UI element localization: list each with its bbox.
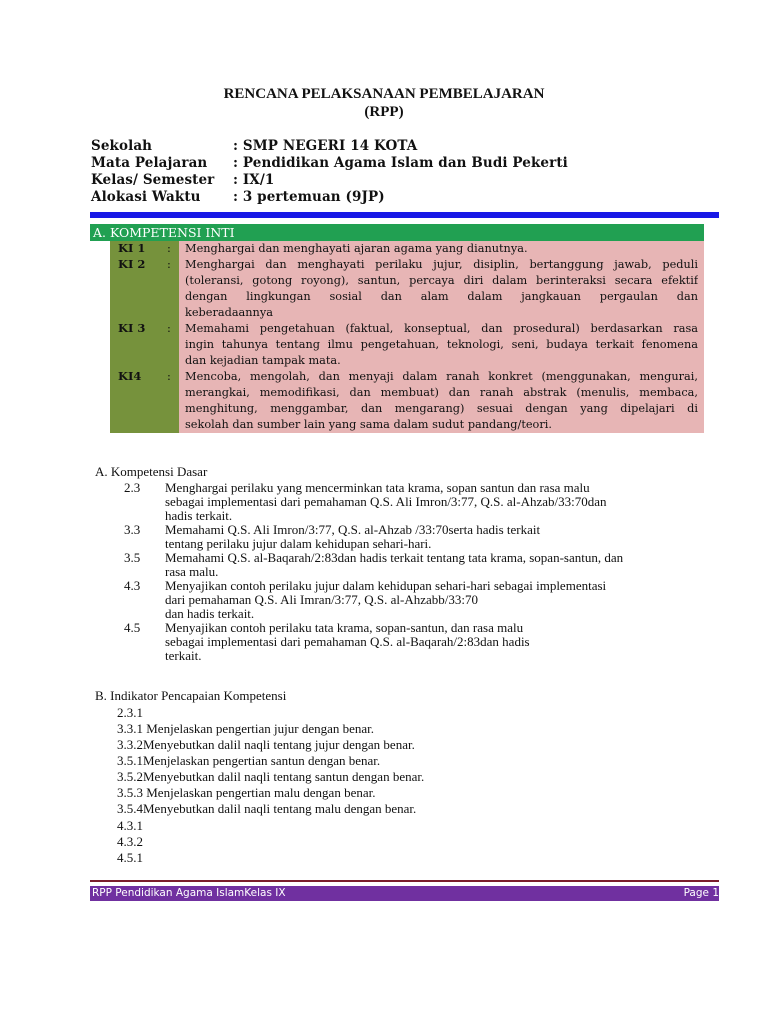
- kd-text-line: sebagai implementasi dari pemahaman Q.S. al-Baqarah/2:83dan hadis: [165, 634, 530, 649]
- page-footer: [90, 886, 719, 901]
- kd-text-line: dan hadis terkait.: [165, 606, 255, 621]
- kd-text-line: dari pemahaman Q.S. Ali Imran/3:77, Q.S. al-Ahzabb/33:70: [165, 592, 479, 607]
- info-label-mapel: Mata Pelajaran: [91, 155, 208, 171]
- ki-text-line: (toleransi, gotong royong), santun, percaya diri dalam berinteraksi secara efektif: [185, 274, 698, 287]
- blue-divider: [90, 212, 719, 218]
- indikator-header: B. Indikator Pencapaian Kompetensi: [95, 688, 287, 703]
- indikator-item: 3.5.4Menyebutkan dalil naqli tentang malu dengan benar.: [117, 801, 417, 816]
- ki-label: KI 2: [118, 257, 146, 271]
- indikator-item: 4.3.1: [117, 818, 143, 833]
- info-value-mapel: : Pendidikan Agama Islam dan Budi Pekerti: [233, 155, 568, 171]
- ki-text-line: Menghargai dan menghayati ajaran agama yang dianutnya.: [185, 242, 528, 255]
- footer-title: RPP Pendidikan Agama IslamKelas IX: [92, 887, 286, 899]
- page-number: Page 1: [683, 887, 719, 899]
- kd-text-line: Memahami Q.S. Ali Imron/3:77, Q.S. al-Ahzab /33:70serta hadis terkait: [165, 522, 541, 537]
- ki-text-line: sekolah dan sumber lain yang sama dalam sudut pandang/teori.: [185, 418, 552, 431]
- kd-number: 2.3: [124, 480, 141, 495]
- ki-colon: :: [167, 257, 171, 271]
- kd-text-line: Menghargai perilaku yang mencerminkan tata krama, sopan santun dan rasa malu: [165, 480, 590, 495]
- ki-colon: :: [167, 321, 171, 335]
- doc-title: RENCANA PELAKSANAAN PEMBELAJARAN: [223, 86, 545, 102]
- kd-text-line: Memahami Q.S. al-Baqarah/2:83dan hadis terkait tentang tata krama, sopan-santun, dan: [165, 550, 624, 565]
- ki-text-line: dan kejadian tampak mata.: [185, 354, 341, 367]
- kd-number: 3.5: [124, 550, 141, 565]
- footer-divider: [90, 880, 719, 882]
- ki-label: KI4: [118, 369, 142, 383]
- indikator-item: 3.5.2Menyebutkan dalil naqli tentang santun dengan benar.: [117, 769, 425, 784]
- doc-subtitle: (RPP): [364, 104, 404, 120]
- kd-text-line: sebagai implementasi dari pemahaman Q.S. Ali Imron/3:77, Q.S. al-Ahzab/33:70dan: [165, 494, 607, 509]
- ki-section-header: [90, 224, 704, 241]
- kd-number: 4.5: [124, 620, 141, 635]
- ki-colon: :: [167, 241, 171, 255]
- ki-text-line: Memahami pengetahuan (faktual, konseptual, dan prosedural) berdasarkan rasa: [185, 322, 698, 335]
- kd-header: A. Kompetensi Dasar: [95, 464, 208, 479]
- ki-label: KI 3: [118, 321, 146, 335]
- kd-text-line: hadis terkait.: [165, 508, 233, 523]
- ki-text-line: dengan lingkungan sosial dan alam dalam jangkauan pergaulan dan: [185, 290, 698, 303]
- info-label-alokasi: Alokasi Waktu: [91, 189, 201, 205]
- kd-text-line: Menyajikan contoh perilaku tata krama, sopan-santun, dan rasa malu: [165, 620, 524, 635]
- indikator-item: 3.5.3 Menjelaskan pengertian malu dengan benar.: [117, 785, 376, 800]
- ki-text-line: Mencoba, mengolah, dan menyaji dalam ranah konkret (menggunakan, mengurai,: [185, 370, 698, 383]
- info-value-sekolah: : SMP NEGERI 14 KOTA: [233, 138, 418, 154]
- kd-number: 4.3: [124, 578, 141, 593]
- ki-text-line: ingin tahunya tentang ilmu pengetahuan, teknologi, seni, budaya terkait fenomena: [185, 338, 698, 351]
- kd-text-line: rasa malu.: [165, 564, 219, 579]
- indikator-item: 3.5.1Menjelaskan pengertian santun dengan benar.: [117, 753, 381, 768]
- info-value-alokasi: : 3 pertemuan (9JP): [233, 189, 385, 205]
- indikator-item: 3.3.2Menyebutkan dalil naqli tentang jujur dengan benar.: [117, 737, 415, 752]
- info-label-kelas: Kelas/ Semester: [91, 172, 215, 188]
- ki-text-line: merangkai, memodifikasi, dan membuat) dan ranah abstrak (menulis, membaca,: [185, 386, 698, 399]
- ki-header-text: A. KOMPETENSI INTI: [93, 225, 235, 240]
- kd-number: 3.3: [124, 522, 141, 537]
- indikator-item: 4.3.2: [117, 834, 143, 849]
- ki-text-line: keberadaannya: [185, 306, 273, 319]
- kd-text-line: tentang perilaku jujur dalam kehidupan sehari-hari.: [165, 536, 432, 551]
- indikator-item: 4.5.1: [117, 850, 143, 865]
- ki-text-line: menghitung, menggambar, dan mengarang) sesuai dengan yang dipelajari di: [185, 402, 698, 415]
- indikator-item: 2.3.1: [117, 705, 143, 720]
- indikator-item: 3.3.1 Menjelaskan pengertian jujur dengan benar.: [117, 721, 375, 736]
- ki-label: KI 1: [118, 241, 146, 255]
- kd-text-line: terkait.: [165, 648, 202, 663]
- info-value-kelas: : IX/1: [233, 172, 275, 188]
- info-label-sekolah: Sekolah: [91, 138, 153, 154]
- ki-text-line: Menghargai dan menghayati perilaku jujur, disiplin, bertanggung jawab, peduli: [185, 258, 698, 271]
- ki-colon: :: [167, 369, 171, 383]
- kd-text-line: Menyajikan contoh perilaku jujur dalam kehidupan sehari-hari sebagai implementasi: [165, 578, 607, 593]
